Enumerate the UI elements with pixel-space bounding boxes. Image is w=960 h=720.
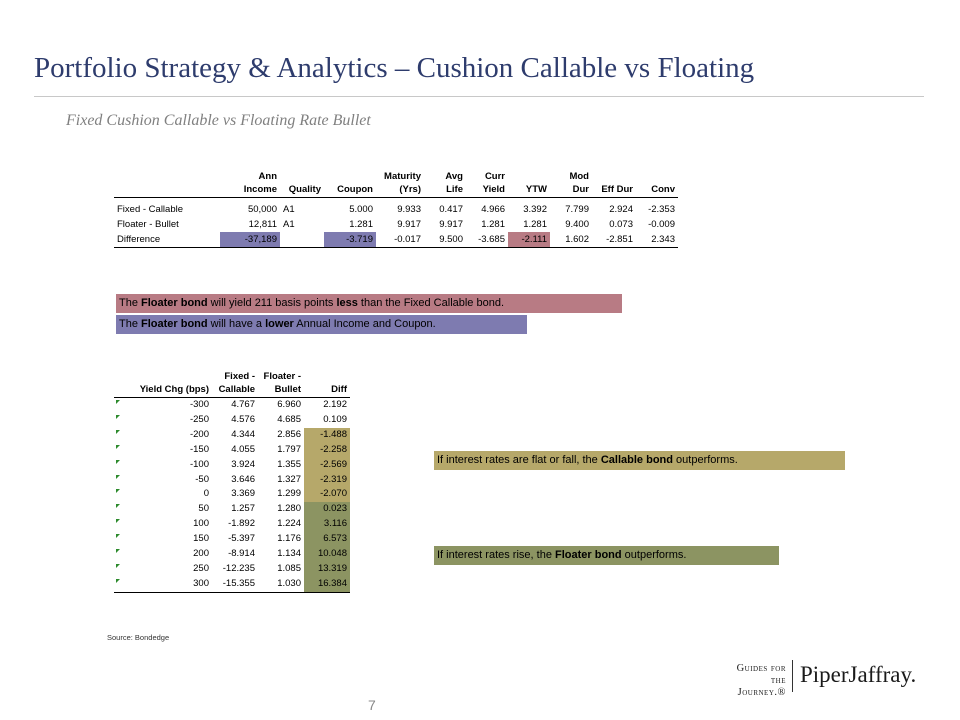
logo-wordmark: PiperJaffray. <box>800 662 917 687</box>
table-cell: 1.030 <box>258 577 304 592</box>
yield-note <box>116 294 622 313</box>
note-emphasis: Floater bond <box>141 318 208 330</box>
cell-flag-icon <box>116 549 120 553</box>
source-note: Source: Bondedge <box>107 633 170 642</box>
table-cell: 12,811 <box>248 219 277 230</box>
flat-rates-note <box>434 451 845 470</box>
yield-change-cell: -250 <box>114 413 212 428</box>
yield-change-cell: -300 <box>114 398 212 413</box>
metrics-header-cell: Maturity <box>384 171 421 182</box>
diff-cell: 16.384 <box>304 577 350 592</box>
table-cell: 50,000 <box>247 204 277 215</box>
table-cell: 1.257 <box>231 503 255 515</box>
table-cell: 3.924 <box>231 458 255 470</box>
page-number: 7 <box>368 697 376 713</box>
note-text: Annual Income and Coupon. <box>293 318 436 330</box>
sensitivity-row <box>114 517 350 532</box>
note-text: If interest rates are flat or fall, the <box>437 454 601 466</box>
table-cell: -15.355 <box>212 577 258 592</box>
note-text: The <box>119 297 142 309</box>
yield-change-cell: 150 <box>114 532 212 547</box>
metrics-header-cell <box>114 170 220 183</box>
note-emphasis: Callable bond <box>600 454 673 466</box>
metrics-header-cell: Income <box>220 183 280 198</box>
highlighted-cell: -3.719 <box>324 232 376 248</box>
table-cell: -0.017 <box>376 232 424 248</box>
sensitivity-row <box>114 398 350 413</box>
table-row <box>114 232 678 248</box>
note-emphasis: lower <box>265 318 294 330</box>
sensitivity-row <box>114 413 350 428</box>
table-cell: -1.892 <box>228 518 255 530</box>
table-cell: 4.685 <box>277 413 301 425</box>
table-cell: 9.400 <box>565 219 589 230</box>
diff-cell: -2.258 <box>304 443 350 458</box>
metrics-header-cell: YTW <box>508 183 550 198</box>
diff-cell: 0.023 <box>304 502 350 517</box>
table-cell: 1.327 <box>277 473 301 485</box>
rising-rates-note <box>434 546 779 565</box>
note-emphasis: Floater bond <box>555 549 622 561</box>
cell-flag-icon <box>116 415 120 419</box>
sensitivity-row <box>114 428 350 443</box>
logo-tagline-line: the Journey.® <box>737 675 786 698</box>
yield-change-cell: -100 <box>114 458 212 473</box>
yield-change-cell: 200 <box>114 547 212 562</box>
table-cell: 3.646 <box>231 473 255 485</box>
table-cell: -0.009 <box>648 219 675 230</box>
table-cell: A1 <box>283 204 295 215</box>
sensitivity-row <box>114 458 350 473</box>
cell-flag-icon <box>116 430 120 434</box>
highlighted-cell: -37,189 <box>220 232 280 248</box>
yield-change-cell: 50 <box>114 502 212 517</box>
sensitivity-row <box>114 487 350 502</box>
metrics-header-cell <box>324 170 376 183</box>
sensitivity-row <box>114 532 350 547</box>
cell-flag-icon <box>116 475 120 479</box>
table-cell: 6.960 <box>277 399 301 410</box>
note-emphasis: less <box>336 297 358 309</box>
table-cell: 1.299 <box>277 488 301 500</box>
note-text: than the Fixed Callable bond. <box>357 297 505 309</box>
metrics-header-cell: Yield <box>466 183 508 198</box>
cell-flag-icon <box>116 460 120 464</box>
table-cell: 1.602 <box>550 232 592 248</box>
note-text: If interest rates rise, the <box>437 549 555 561</box>
sens-header-cell: Bullet <box>258 383 304 398</box>
row-label: Difference <box>114 232 220 248</box>
table-cell: 9.917 <box>439 219 463 230</box>
table-cell: 3.369 <box>231 488 255 500</box>
sensitivity-row <box>114 577 350 592</box>
cell-flag-icon <box>116 534 120 538</box>
metrics-header-cell <box>114 183 220 198</box>
sens-header-cell: Fixed - <box>224 371 255 382</box>
title-divider <box>34 96 924 97</box>
metrics-header-cell: Eff Dur <box>592 183 636 198</box>
table-cell: -12.235 <box>222 562 255 574</box>
cell-flag-icon <box>116 489 120 493</box>
table-cell: A1 <box>283 219 295 230</box>
note-text: outperforms. <box>672 454 738 466</box>
table-cell: 9.933 <box>397 204 421 215</box>
sensitivity-row <box>114 547 350 562</box>
metrics-header-cell <box>592 170 636 183</box>
yield-change-cell: 250 <box>114 562 212 577</box>
page-subtitle: Fixed Cushion Callable vs Floating Rate Bullet <box>66 112 371 129</box>
metrics-header-cell: Coupon <box>324 183 376 198</box>
table-cell: 1.280 <box>277 503 301 515</box>
table-cell: 1.281 <box>481 219 505 230</box>
table-row <box>114 202 678 217</box>
table-cell: 1.176 <box>277 533 301 545</box>
bond-metrics-table <box>114 170 678 248</box>
table-cell: 2.343 <box>636 232 678 248</box>
diff-cell: -2.070 <box>304 487 350 502</box>
table-cell: 9.917 <box>397 219 421 230</box>
diff-cell: -2.569 <box>304 458 350 473</box>
logo-divider <box>792 660 793 692</box>
note-text: will yield 211 basis points <box>207 297 337 309</box>
sens-header-cell: Diff <box>304 383 350 398</box>
sens-header-cell: Floater - <box>263 371 301 382</box>
note-emphasis: Floater bond <box>141 297 208 309</box>
row-label: Fixed - Callable <box>117 204 183 215</box>
table-cell: 2.856 <box>277 428 301 440</box>
yield-change-cell: -150 <box>114 443 212 458</box>
cell-flag-icon <box>116 445 120 449</box>
table-cell: -3.685 <box>466 232 508 248</box>
yield-change-cell: 0 <box>114 487 212 502</box>
metrics-header-cell <box>636 170 678 183</box>
sensitivity-row <box>114 473 350 488</box>
metrics-header-cell <box>508 170 550 183</box>
table-cell: 1.355 <box>277 458 301 470</box>
diff-cell: 2.192 <box>323 399 347 410</box>
highlighted-cell: -2.111 <box>508 232 550 248</box>
diff-cell: -1.488 <box>304 428 350 443</box>
note-text: The <box>119 318 142 330</box>
diff-cell: 3.116 <box>304 517 350 532</box>
table-cell: 0.073 <box>609 219 633 230</box>
diff-cell: 13.319 <box>304 562 350 577</box>
sens-header-cell: Yield Chg (bps) <box>114 383 212 398</box>
table-cell: 4.966 <box>481 204 505 215</box>
table-cell: 1.224 <box>277 518 301 530</box>
table-cell: 4.767 <box>231 399 255 410</box>
row-label: Floater - Bullet <box>117 219 179 230</box>
metrics-header-cell: Ann <box>258 171 277 182</box>
table-cell: 2.924 <box>609 204 633 215</box>
table-row <box>114 217 678 232</box>
table-cell: 1.281 <box>523 219 547 230</box>
metrics-header-cell <box>280 170 324 183</box>
table-cell: 4.576 <box>231 413 255 425</box>
cell-flag-icon <box>116 564 120 568</box>
table-cell: 3.392 <box>523 204 547 215</box>
sens-header-cell <box>114 370 212 383</box>
table-cell: 1.134 <box>277 548 301 560</box>
table-cell: -2.851 <box>592 232 636 248</box>
cell-flag-icon <box>116 579 120 583</box>
diff-cell: 10.048 <box>304 547 350 562</box>
sens-header-cell <box>304 370 350 383</box>
rate-sensitivity-table <box>114 370 350 593</box>
table-cell: 7.799 <box>565 204 589 215</box>
diff-cell: 6.573 <box>304 532 350 547</box>
table-cell: -2.353 <box>648 204 675 215</box>
sensitivity-row <box>114 443 350 458</box>
table-cell: 0.417 <box>439 204 463 215</box>
diff-cell: 0.109 <box>323 413 347 425</box>
sensitivity-row <box>114 502 350 517</box>
table-cell: 1.281 <box>349 219 373 230</box>
sens-header-cell: Callable <box>212 383 258 398</box>
page-title: Portfolio Strategy & Analytics – Cushion Callable vs Floating <box>34 52 755 84</box>
metrics-header-cell: Dur <box>550 183 592 198</box>
metrics-header-cell: Life <box>424 183 466 198</box>
table-cell <box>280 232 324 248</box>
logo-tagline-line: Guides for <box>736 663 786 674</box>
cell-flag-icon <box>116 504 120 508</box>
table-cell: 1.085 <box>277 562 301 574</box>
yield-change-cell: -50 <box>114 473 212 488</box>
sensitivity-row <box>114 562 350 577</box>
logo-tagline <box>728 663 786 699</box>
table-cell: -8.914 <box>228 548 255 560</box>
diff-cell: -2.319 <box>304 473 350 488</box>
metrics-header-cell: Curr <box>484 171 505 182</box>
income-note <box>116 315 527 334</box>
cell-flag-icon <box>116 400 120 404</box>
metrics-header-cell: (Yrs) <box>376 183 424 198</box>
cell-flag-icon <box>116 519 120 523</box>
yield-change-cell: 300 <box>114 577 212 592</box>
yield-change-cell: -200 <box>114 428 212 443</box>
table-cell: 1.797 <box>277 443 301 455</box>
table-cell: -5.397 <box>228 533 255 545</box>
metrics-header-cell: Quality <box>280 183 324 198</box>
metrics-header-cell: Conv <box>636 183 678 198</box>
note-text: outperforms. <box>621 549 687 561</box>
table-cell: 9.500 <box>424 232 466 248</box>
metrics-header-cell: Avg <box>445 171 463 182</box>
table-cell: 4.344 <box>231 428 255 440</box>
table-cell: 4.055 <box>231 443 255 455</box>
metrics-header-cell: Mod <box>569 171 589 182</box>
note-text: will have a <box>207 318 266 330</box>
table-cell: 5.000 <box>349 204 373 215</box>
yield-change-cell: 100 <box>114 517 212 532</box>
